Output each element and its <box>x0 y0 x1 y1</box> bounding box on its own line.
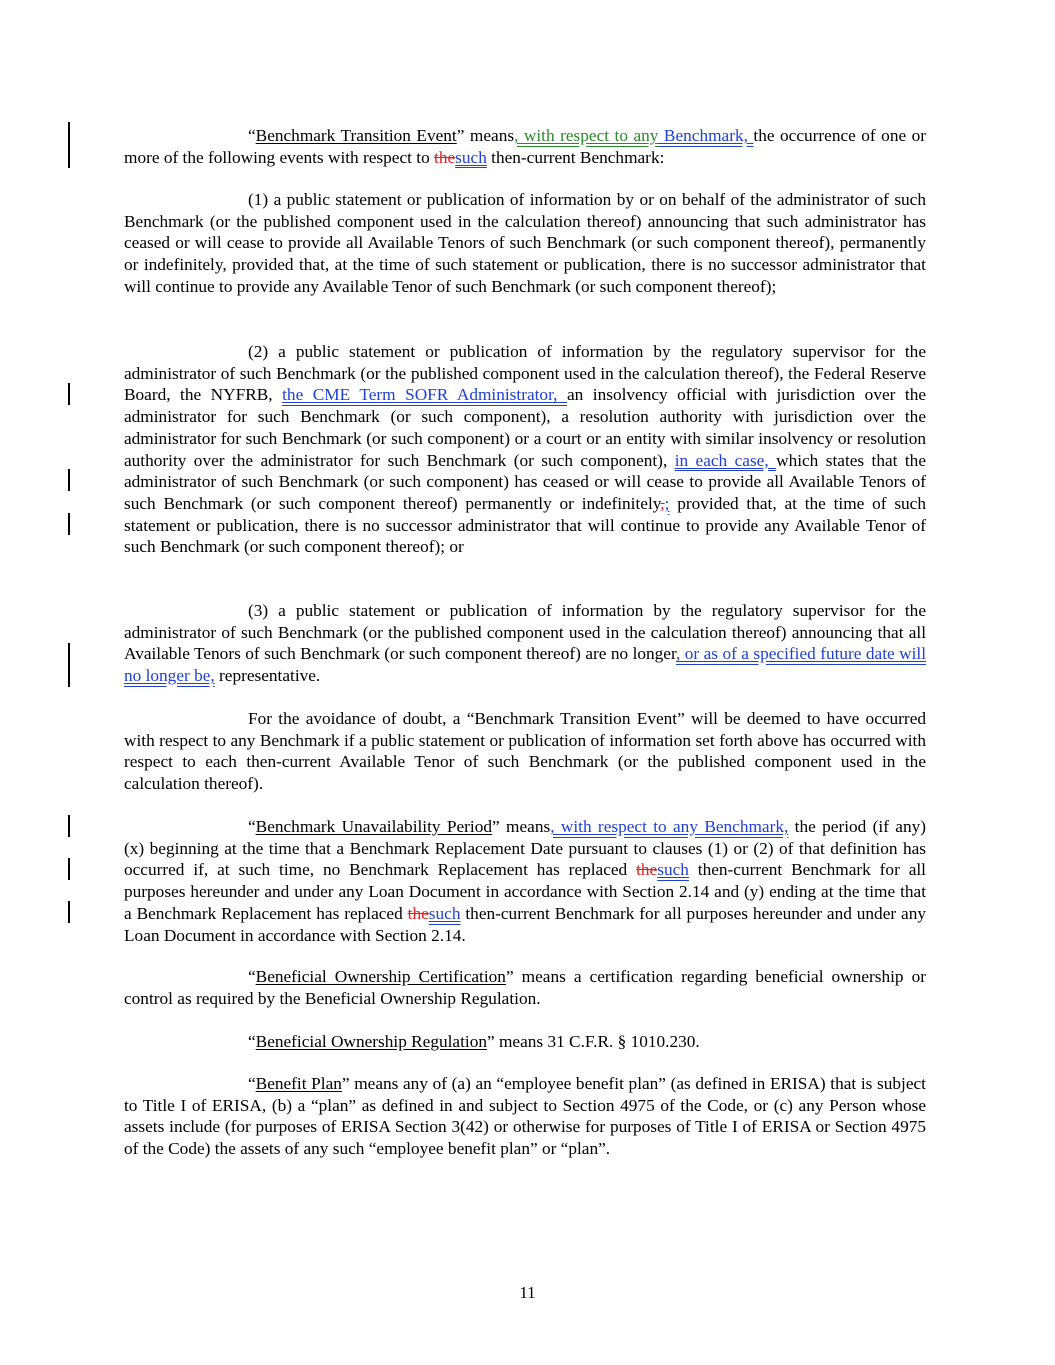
inserted-text: such <box>428 903 461 923</box>
page-number: 11 <box>519 1283 536 1302</box>
inserted-text: in each case, <box>674 450 777 470</box>
change-bar <box>68 815 70 837</box>
change-bar <box>68 469 70 491</box>
definition-beneficial-ownership-regulation: “Beneficial Ownership Regulation” means 31 C.F.R. § 1010.230. <box>248 1032 700 1051</box>
inserted-text: ; <box>664 493 670 513</box>
definition-benchmark-transition-event: “Benchmark Transition Event” means, with respect to any Benchmark, the occurrence of one or more of the following events with respect to thesuch then-current Benchmark: <box>124 126 927 167</box>
inserted-text: such <box>657 860 689 880</box>
change-bar <box>68 901 70 923</box>
inserted-text: such <box>455 147 487 167</box>
inserted-text: Benchmark, <box>658 126 754 145</box>
clause-3: (3) a public statement or publication of information by the regulatory supervisor for the administrator of such Benchmark (or the published component used in the calculation thereof) announcing that all Available Tenors of such Benchmark (or such component thereof) are no longer, or as of a specified future date will no longer be, representative. <box>124 601 927 686</box>
inserted-text: , with respect to any Benchmark, <box>550 817 789 836</box>
defined-term: Benchmark Transition Event <box>255 126 457 145</box>
deleted-text: the <box>434 147 456 167</box>
inserted-text: , or as of a specified future date will no longer be, <box>124 644 927 686</box>
deleted-text: the <box>636 860 658 880</box>
definition-benchmark-unavailability-period: “Benchmark Unavailability Period” means, with respect to any Benchmark, the period (if any) (x) beginning at the time that a Benchmark Replacement Date pursuant to clauses (1) or (2) of that definition has occurred if, at such time, no Benchmark Replacement has replaced thesuch then-current Benchmark for all purposes hereunder and under any Loan Document in accordance with Section 2.14 and (y) ending at the time that a Benchmark Replacement has replaced thesuch then-current Benchmark for all purposes hereunder and under any Loan Document in accordance with Section 2.14. <box>124 817 927 945</box>
definition-benefit-plan: “Benefit Plan” means any of (a) an “employee benefit plan” (as defined in ERISA) that is subject to Title I of ERISA, (b) a “plan” as defined in and subject to Section 4975 of the Code, or (c) any Person whose assets include (for purposes of ERISA Section 3(42) or otherwise for purposes of Title I of ERISA or Section 4975 of the Code) the assets of any such “employee benefit plan” or “plan”. <box>124 1074 926 1159</box>
clause-2: (2) a public statement or publication of information by the regulatory supervisor for the administrator of such Benchmark (or the published component used in the calculation thereof), the Federal Reserve Board, the NYFRB, the CME Term SOFR Administrator, an insolvency official with jurisdiction over the administrator for such Benchmark (or such component), a resolution authority with jurisdiction over the administrator for such Benchmark (or such component) or a court or an entity with similar insolvency or resolution authority over the administrator for such Benchmark (or such component), in each case, which states that the administrator of such Benchmark (or such component) has ceased or will cease to provide all Available Tenors of such Benchmark (or such component thereof) permanently or indefinitely,; provided that, at the time of such statement or publication, there is no successor administrator that will continue to provide any Available Tenor of such Benchmark (or such component thereof); or <box>124 342 927 557</box>
change-bar <box>68 122 70 168</box>
change-bar <box>68 513 70 535</box>
defined-term: Beneficial Ownership Regulation <box>255 1032 487 1051</box>
avoidance-of-doubt: For the avoidance of doubt, a “Benchmark Transition Event” will be deemed to have occurred with respect to any Benchmark if a public statement or publication of information set forth above has occurred with respect to each then-current Available Tenor of such Benchmark (or the published component used in the calculation thereof). <box>124 709 926 794</box>
defined-term: Beneficial Ownership Certification <box>255 967 506 986</box>
defined-term: Benchmark Unavailability Period <box>255 817 493 836</box>
change-bar <box>68 383 70 405</box>
change-bar <box>68 858 70 880</box>
clause-1: (1) a public statement or publication of information by or on behalf of the administrator of such Benchmark (or the published component used in the calculation thereof) announcing that such administrator has ceased or will cease to provide all Available Tenors of such Benchmark (or such component thereof), permanently or indefinitely, provided that, at the time of such statement or publication, there is no successor administrator that will continue to provide any Available Tenor of such Benchmark (or such component thereof); <box>124 190 926 296</box>
defined-term: Benefit Plan <box>255 1074 342 1093</box>
deleted-text: the <box>407 903 429 923</box>
change-bar <box>68 643 70 687</box>
deleted-text: , <box>660 493 665 513</box>
inserted-text: the CME Term SOFR Administrator, <box>282 385 567 405</box>
inserted-text: , with respect to any <box>514 126 659 145</box>
definition-beneficial-ownership-certification: “Beneficial Ownership Certification” means a certification regarding beneficial ownership or control as required by the Beneficial Ownership Regulation. <box>124 967 926 1008</box>
